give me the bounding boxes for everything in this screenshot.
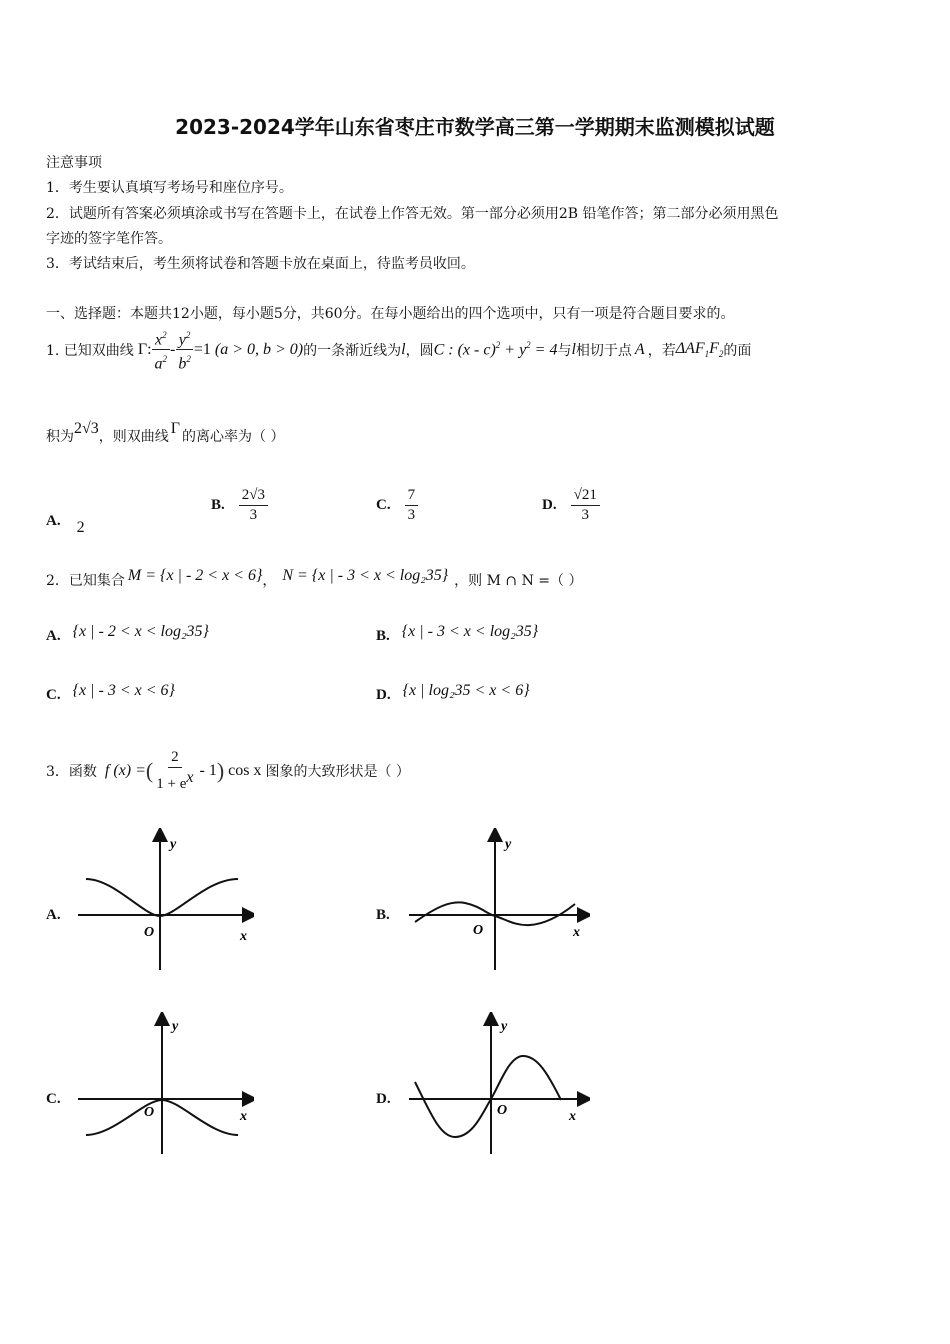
option-value: {x | log₂35 < x < 6} — [402, 681, 530, 699]
q3-option-d-label[interactable]: D. — [376, 1091, 391, 1107]
q2-tail: ，则 M ∩ N =（ ） — [454, 573, 583, 589]
q3-fx: f (x) = — [104, 762, 146, 779]
option-value: 2 — [76, 519, 85, 536]
origin-label: O — [497, 1103, 508, 1118]
notice-item: 2．试题所有答案必须填涂或书写在答题卡上，在试卷上作答无效。第一部分必须用2B 铅笔作答；第二部分必须用黑色 — [46, 206, 779, 222]
q1-circle: C : $(x - c)^2 + y^2 = 4$ — [433, 340, 558, 359]
q3-option-c-label[interactable]: C. — [46, 1091, 61, 1107]
q1-gamma: Γ — [137, 340, 148, 358]
q3-option-a-label[interactable]: A. — [46, 907, 61, 923]
q3-graph-b — [405, 828, 590, 973]
q1-prefix: 1. 已知双曲线 — [46, 342, 134, 359]
q1-text: 相切于点 — [575, 342, 632, 359]
option-label: A. — [46, 628, 61, 644]
q1-text: ，则双曲线 — [98, 429, 169, 445]
axis-y-label: y — [501, 1019, 508, 1034]
option-value: {x | - 2 < x < log₂35} — [72, 622, 209, 640]
axis-x-label: x — [569, 1109, 576, 1124]
notice-item: 3．考试结束后，考生须将试卷和答题卡放在桌面上，待监考员收回。 — [46, 256, 475, 272]
q1-option-d[interactable] — [542, 486, 600, 525]
axis-y-label: y — [505, 837, 512, 852]
section-heading: 一、选择题：本题共12小题，每小题5分，共60分。在每小题给出的四个选项中，只有一项是符合题目要求的。 — [46, 306, 735, 322]
notice-heading: 注意事项 — [46, 155, 102, 171]
q1-text: 的离心率为（ ） — [182, 429, 285, 445]
q1-text: 积为 — [46, 429, 74, 445]
axis-y-label: y — [170, 837, 177, 852]
q2-option-b[interactable] — [376, 622, 539, 645]
option-label: D. — [376, 687, 391, 703]
q1-option-a[interactable] — [46, 505, 85, 537]
notice-item: 1．考生要认真填写考场号和座位序号。 — [46, 180, 293, 196]
q3-cos: cos x — [228, 762, 262, 779]
q3-tail: 图象的大致形状是（ ） — [265, 764, 410, 780]
q1-l: l — [401, 340, 406, 358]
axis-x-label: x — [240, 929, 247, 944]
option-label: A. — [46, 512, 61, 529]
q1-text: 与 — [557, 342, 572, 359]
q3-minus: - 1 — [199, 762, 217, 779]
axis-x-label: x — [240, 1109, 247, 1124]
q1-option-b[interactable] — [211, 486, 268, 525]
q1-gamma: Γ — [170, 420, 181, 437]
option-label: D. — [542, 497, 557, 513]
q1-frac-x: $\frac{x^2}{a^2}$ — [152, 326, 171, 374]
option-value: {x | - 3 < x < 6} — [72, 681, 175, 699]
axis-x-label: x — [573, 925, 580, 940]
question-1: 1. 已知双曲线 Γ : $\frac{x^2}{a^2}$ - $\frac{y^2}{b^2}$ =1 (a > 0, b > 0) 的一条渐近线为 l ，圆 C : $(x - c)^2 + y^2 = 4$ 与 l 相切于点 A ，若 $\Delta AF_1F_2$ 的面 — [46, 326, 751, 374]
curve — [86, 879, 238, 916]
q2-option-a[interactable] — [46, 622, 209, 645]
q1-l: l — [571, 340, 576, 358]
option-label: C. — [376, 497, 391, 513]
q1-text: ，若 — [647, 342, 676, 359]
origin-label: O — [473, 923, 484, 938]
option-value: {x | - 3 < x < log₂35} — [401, 622, 539, 640]
q1-triangle: $\Delta AF_1F_2$ — [675, 340, 724, 360]
q2-prefix: 2．已知集合 — [46, 573, 125, 589]
q3-graph-c — [74, 1012, 254, 1157]
page-title: 2023-2024学年山东省枣庄市数学高三第一学期期末监测模拟试题 — [175, 115, 775, 139]
q1-option-c[interactable] — [376, 486, 418, 525]
q2-set-n: N = {x | - 3 < x < log₂35} — [282, 567, 449, 584]
question-2 — [46, 567, 583, 590]
option-label: C. — [46, 687, 61, 703]
q1-point-a: A — [634, 340, 645, 358]
axis-y-label: y — [172, 1019, 179, 1034]
question-3: 3．函数 f (x) = ( $\frac{2}{1 + e^x}$ - 1 ) cos x 图象的大致形状是（ ） — [46, 749, 410, 792]
q1-text: ，圆 — [405, 342, 434, 359]
q2-option-c[interactable] — [46, 681, 175, 704]
q1-cond: (a > 0, b > 0) — [214, 340, 304, 358]
q3-prefix: 3．函数 — [46, 764, 97, 780]
q1-eq: =1 — [193, 340, 211, 358]
question-1-line2 — [46, 420, 285, 446]
q3-option-b-label[interactable]: B. — [376, 907, 390, 923]
q1-text: 的一条渐近线为 — [303, 342, 402, 359]
option-value: $\frac{√21}{3}$ — [571, 486, 600, 525]
q2-set-m: M = {x | - 2 < x < 6} — [127, 567, 263, 584]
option-value: $\frac{2√3}{3}$ — [239, 486, 268, 525]
q2-comma: ， — [262, 573, 277, 589]
q3-graph-a — [74, 828, 254, 973]
q3-frac: $\frac{2}{1 + e^x}$ — [156, 749, 194, 792]
q3-graph-d — [405, 1012, 590, 1157]
origin-label: O — [144, 1105, 155, 1120]
option-label: B. — [376, 628, 390, 644]
q1-frac-y: $\frac{y^2}{b^2}$ — [175, 326, 194, 374]
option-label: B. — [211, 497, 225, 513]
origin-label: O — [144, 925, 155, 940]
q1-area: 2√3 — [74, 420, 99, 437]
option-value: $\frac{7}{3}$ — [405, 486, 419, 525]
q2-option-d[interactable] — [376, 681, 530, 704]
q1-text: 的面 — [723, 342, 752, 359]
curve — [415, 1056, 561, 1137]
notice-item: 字迹的签字笔作答。 — [46, 231, 172, 247]
